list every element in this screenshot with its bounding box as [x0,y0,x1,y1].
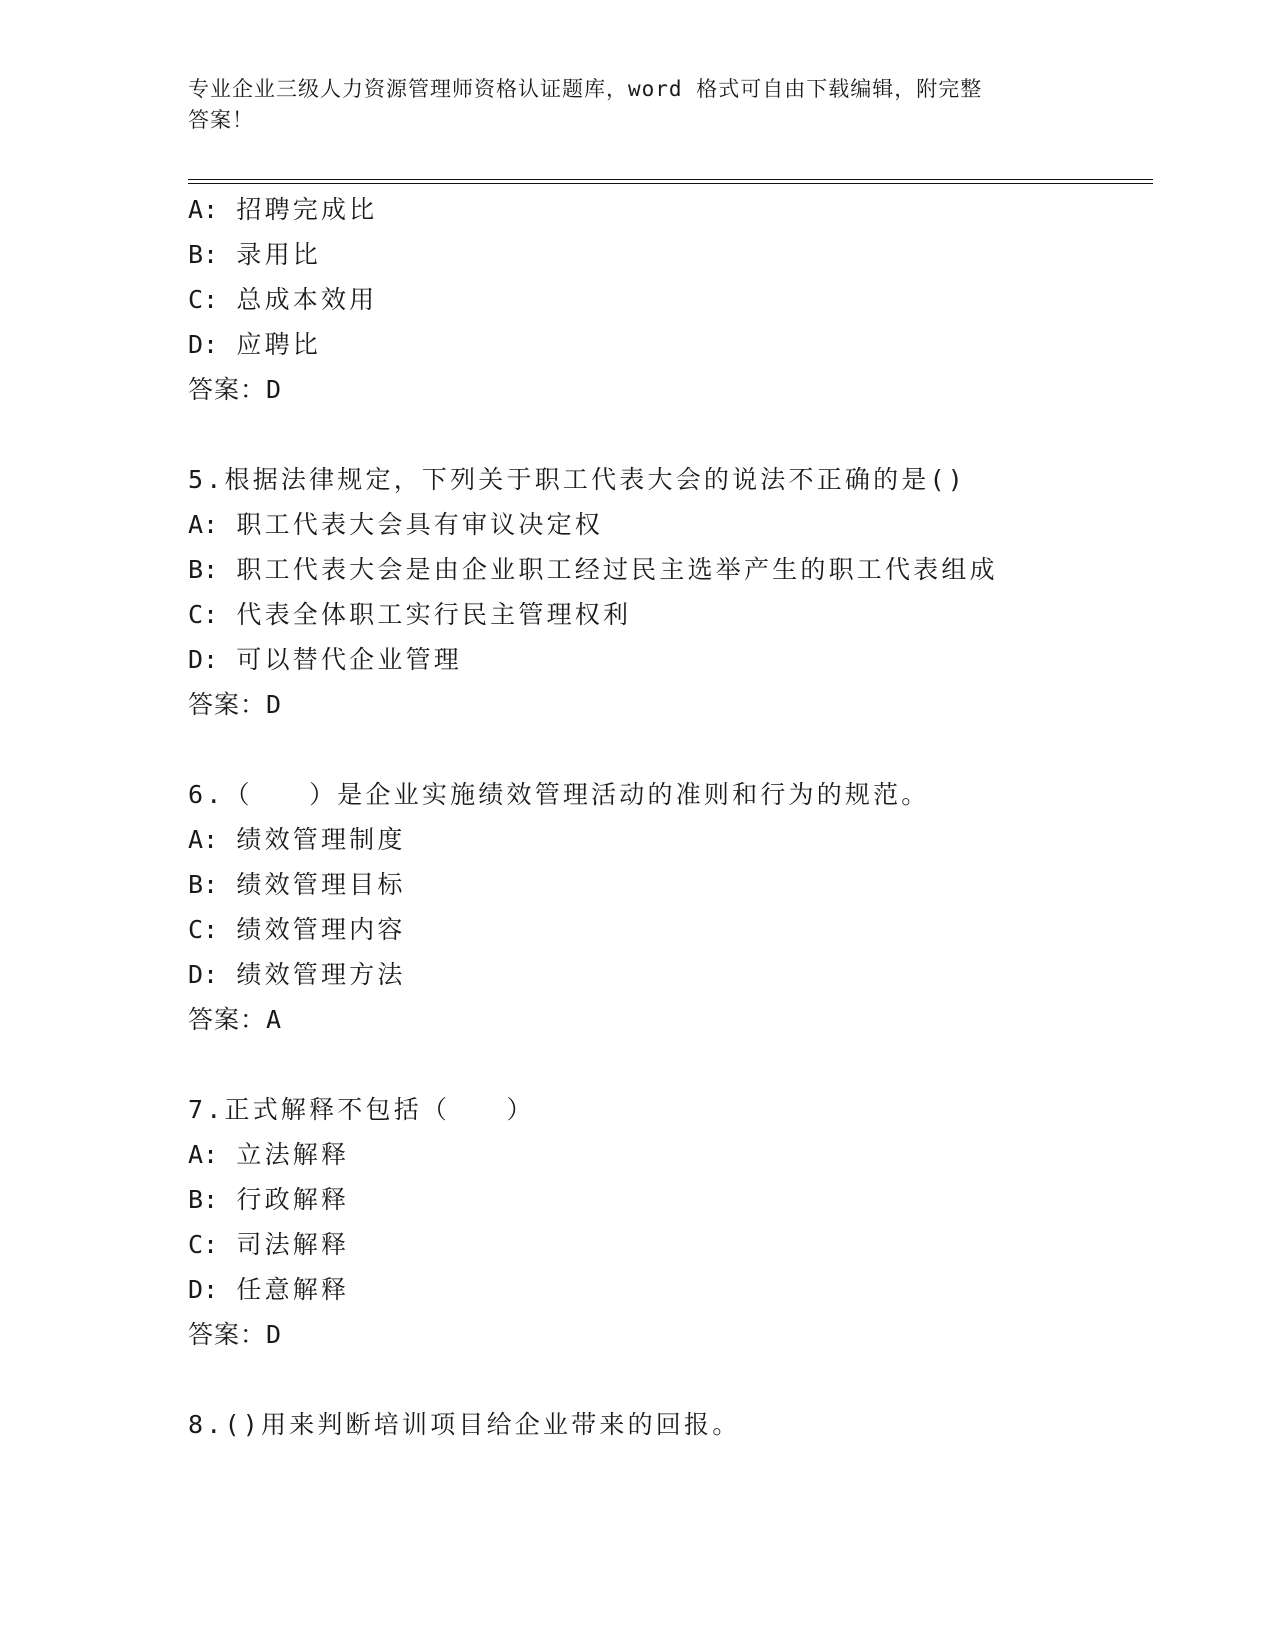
header-text-line-1: 专业企业三级人力资源管理师资格认证题库，word 格式可自由下载编辑，附完整 [188,77,983,101]
option-a: A: 招聘完成比 [188,195,378,224]
question-text: 7.正式解释不包括（ ） [188,1095,535,1124]
question-text: 5.根据法律规定，下列关于职工代表大会的说法不正确的是() [188,465,967,494]
option-c: C: 总成本效用 [188,285,378,314]
option-b: B: 职工代表大会是由企业职工经过民主选举产生的职工代表组成 [188,555,998,584]
option-a: A: 立法解释 [188,1140,350,1169]
answer-line: 答案：D [188,1320,283,1349]
option-b: B: 行政解释 [188,1185,350,1214]
option-b: B: 录用比 [188,240,321,269]
question-text: 6.（ ）是企业实施绩效管理活动的准则和行为的规范。 [188,780,930,809]
option-c: C: 司法解释 [188,1230,350,1259]
option-d: D: 应聘比 [188,330,321,359]
option-d: D: 任意解释 [188,1275,350,1304]
option-d: D: 可以替代企业管理 [188,645,462,674]
option-c: C: 绩效管理内容 [188,915,406,944]
answer-line: 答案：D [188,375,283,404]
header-divider-bottom [188,183,1153,184]
header-text-line-2: 答案！ [188,108,254,132]
answer-line: 答案：D [188,690,283,719]
option-c: C: 代表全体职工实行民主管理权利 [188,600,632,629]
option-a: A: 职工代表大会具有审议决定权 [188,510,603,539]
answer-line: 答案：A [188,1005,283,1034]
question-text: 8.()用来判断培训项目给企业带来的回报。 [188,1410,741,1439]
option-d: D: 绩效管理方法 [188,960,406,989]
option-b: B: 绩效管理目标 [188,870,406,899]
header-divider-top [188,179,1153,180]
document-header [188,74,1088,136]
option-a: A: 绩效管理制度 [188,825,406,854]
